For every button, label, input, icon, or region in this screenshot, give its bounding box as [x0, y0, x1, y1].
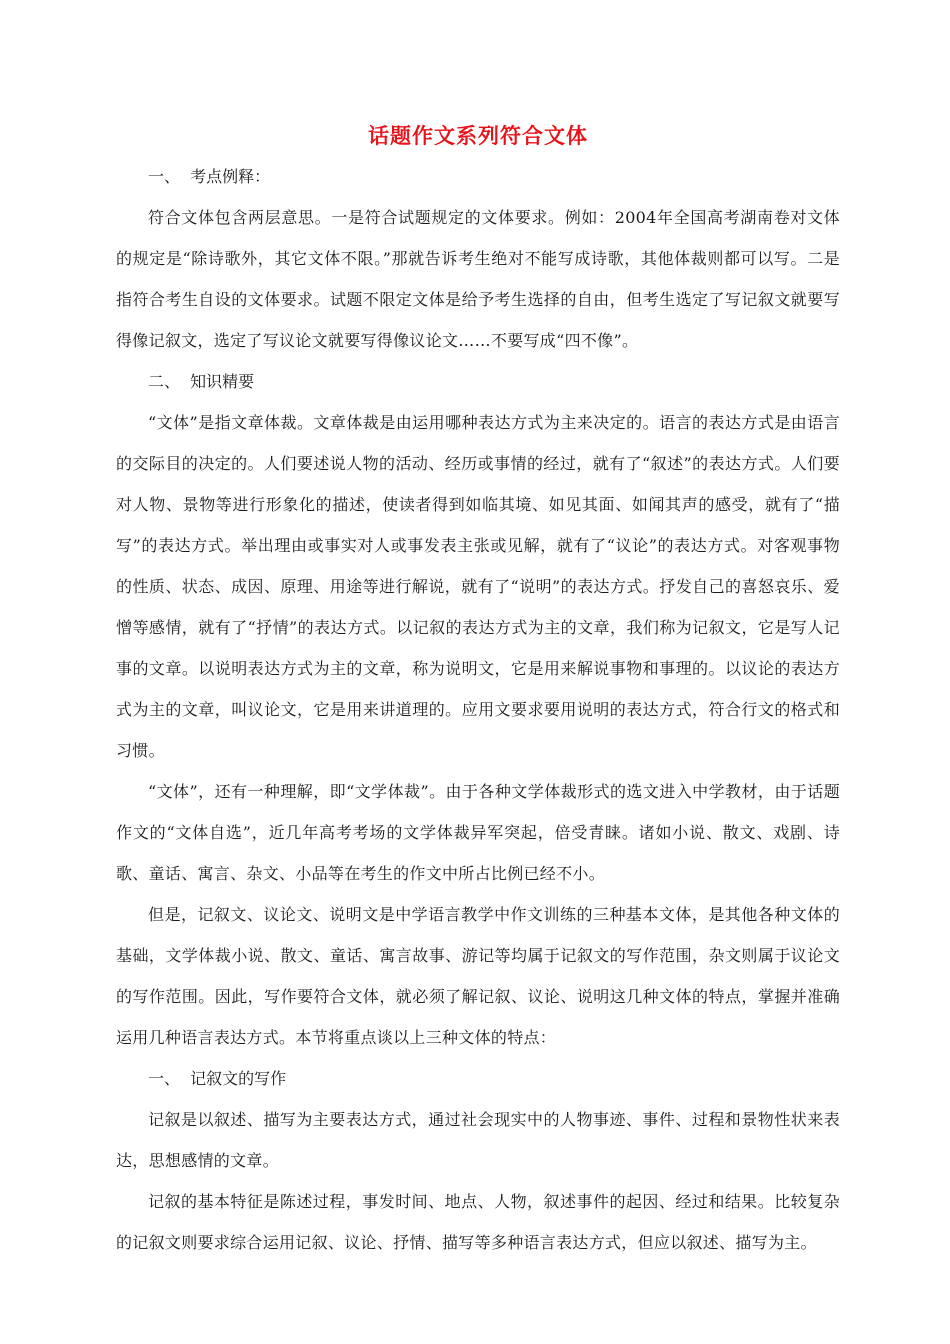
document-title: 话题作文系列符合文体	[368, 123, 588, 148]
section-heading-1: 一、 考点例释：	[148, 167, 271, 186]
paragraph: 但是，记叙文、议论文、说明文是中学语言教学中作文训练的三种基本文体，是其他各种文体的基础，文学体裁小说、散文、童话、寓言故事、游记等均属于记叙文的写作范围，杂文则属于议论文的写作范围。因此，写作要符合文体，就必须了解记叙、议论、说明这几种文体的特点，掌握并准确运用几种语言表达方式。本节将重点谈以上三种文体的特点：	[116, 905, 840, 1047]
paragraph: 记叙是以叙述、描写为主要表达方式，通过社会现实中的人物事迹、事件、过程和景物性状来表达，思想感情的文章。	[116, 1110, 840, 1170]
document-page	[116, 118, 840, 1263]
paragraph: “文体”是指文章体裁。文章体裁是由运用哪种表达方式为主来决定的。语言的表达方式是由语言的交际目的决定的。人们要述说人物的活动、经历或事情的经过，就有了“叙述”的表达方式。人们要对人物、景物等进行形象化的描述，使读者得到如临其境、如见其面、如闻其声的感受，就有了“描写”的表达方式。举出理由或事实对人或事发表主张或见解，就有了“议论”的表达方式。对客观事物的性质、状态、成因、原理、用途等进行解说，就有了“说明”的表达方式。抒发自己的喜怒哀乐、爱憎等感情，就有了“抒情”的表达方式。以记叙的表达方式为主的文章，我们称为记叙文，它是写人记事的文章。以说明表达方式为主的文章，称为说明文，它是用来解说事物和事理的。以议论的表达方式为主的文章，叫议论文，它是用来讲道理的。应用文要求要用说明的表达方式，符合行文的格式和习惯。	[116, 413, 840, 760]
paragraph: 记叙的基本特征是陈述过程，事发时间、地点、人物，叙述事件的起因、经过和结果。比较复杂的记叙文则要求综合运用记叙、议论、抒情、描写等多种语言表达方式，但应以叙述、描写为主。	[116, 1192, 840, 1252]
paragraph: 符合文体包含两层意思。一是符合试题规定的文体要求。例如：2004年全国高考湖南卷对文体的规定是“除诗歌外，其它文体不限。”那就告诉考生绝对不能写成诗歌，其他体裁则都可以写。二是指符合考生自设的文体要求。试题不限定文体是给予考生选择的自由，但考生选定了写记叙文就要写得像记叙文，选定了写议论文就要写得像议论文……不要写成“四不像”。	[116, 208, 840, 350]
section-heading-3: 一、 记叙文的写作	[148, 1069, 287, 1088]
paragraph: “文体”，还有一种理解，即“文学体裁”。由于各种文学体裁形式的选文进入中学教材，由于话题作文的“文体自选”，近几年高考考场的文学体裁异军突起，倍受青睐。诸如小说、散文、戏剧、诗歌、童话、寓言、杂文、小品等在考生的作文中所占比例已经不小。	[116, 782, 840, 883]
section-heading-2: 二、 知识精要	[148, 372, 255, 391]
